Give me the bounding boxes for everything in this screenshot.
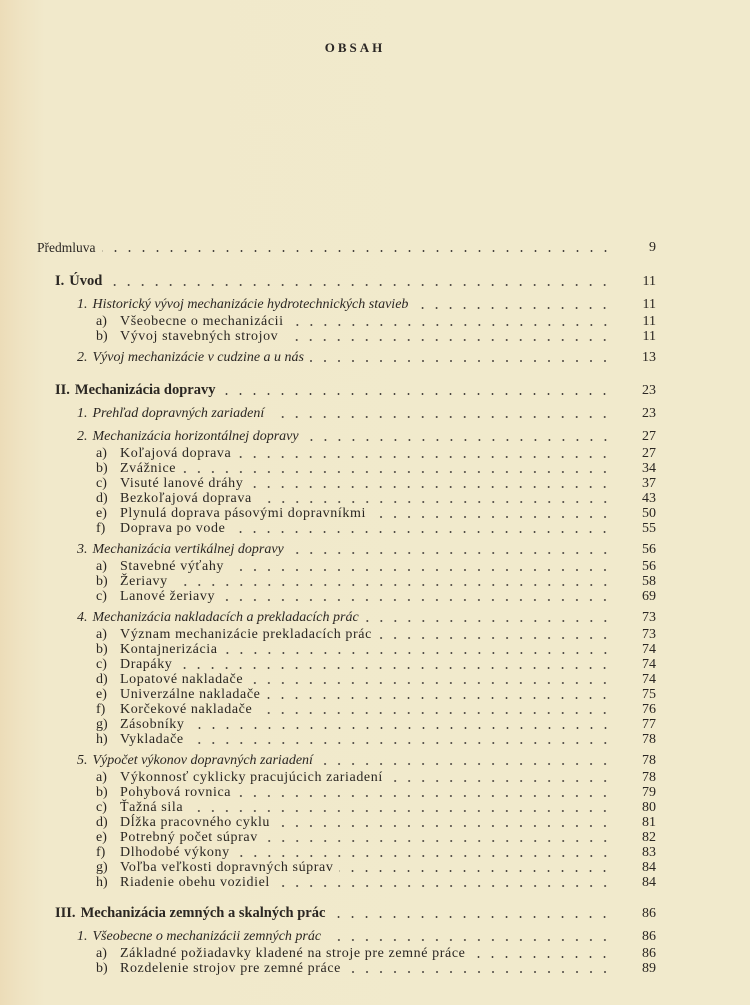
toc-page-number: 56 xyxy=(642,559,656,574)
dot-leader xyxy=(471,956,612,958)
toc-page-number: 86 xyxy=(642,929,656,944)
toc-page-number: 75 xyxy=(642,687,656,702)
toc-page-number: 11 xyxy=(642,274,656,289)
toc-entry-title xyxy=(96,800,183,815)
toc-entry-number: c) xyxy=(96,589,107,604)
dot-leader xyxy=(191,727,612,729)
toc-entry-label: Ťažná sila xyxy=(120,800,184,815)
toc-item-row xyxy=(96,574,656,589)
toc-entry-label: Kontajnerizácia xyxy=(120,642,218,657)
dot-leader xyxy=(178,667,612,669)
toc-entry-title xyxy=(77,610,359,625)
toc-entry-number: f) xyxy=(96,845,106,860)
dot-leader xyxy=(305,439,612,441)
toc-item-row xyxy=(96,446,656,461)
toc-entry-title xyxy=(96,875,270,890)
toc-part-row xyxy=(55,382,656,398)
toc-page-number: 27 xyxy=(642,446,656,461)
toc-entry-label: Voľba veľkosti dopravných súprav xyxy=(120,860,334,875)
toc-part-row xyxy=(55,905,656,921)
toc-page-number: 58 xyxy=(642,574,656,589)
toc-entry-number: I. xyxy=(55,273,65,289)
toc-item-row xyxy=(96,875,656,890)
toc-entry-number: 1. xyxy=(77,929,88,944)
toc-page-number: 37 xyxy=(642,476,656,491)
toc-page-number: 11 xyxy=(642,297,656,312)
toc-item-row xyxy=(96,642,656,657)
toc-entry-label: Vývoj stavebných strojov xyxy=(120,329,279,344)
toc-item-row xyxy=(96,461,656,476)
toc-item-row xyxy=(96,506,656,521)
toc-entry-title xyxy=(96,961,341,976)
toc-entry-number: III. xyxy=(55,905,76,921)
toc-page-number: 78 xyxy=(642,770,656,785)
dot-leader xyxy=(372,516,612,518)
toc-entry-label: Riadenie obehu vozidiel xyxy=(120,875,270,890)
toc-page-number: 73 xyxy=(642,627,656,642)
toc-item-row xyxy=(96,770,656,785)
toc-page-number: 11 xyxy=(642,314,656,329)
toc-entry-number: e) xyxy=(96,830,107,845)
toc-entry-title xyxy=(96,702,252,717)
toc-page-number: 23 xyxy=(642,383,656,398)
toc-item-row xyxy=(96,329,656,344)
toc-entry-title xyxy=(96,329,278,344)
toc-page-number: 23 xyxy=(642,406,656,421)
toc-entry-label: Lanové žeriavy xyxy=(120,589,216,604)
toc-entry-title xyxy=(96,657,172,672)
dot-leader xyxy=(276,825,612,827)
toc-page-number: 80 xyxy=(642,800,656,815)
toc-entry-label: Žeriavy xyxy=(120,574,168,589)
toc-entry-number: b) xyxy=(96,642,108,657)
dot-leader xyxy=(189,810,612,812)
toc-entry-title xyxy=(96,946,465,961)
toc-entry-title xyxy=(55,906,325,921)
dot-leader xyxy=(221,599,612,601)
toc-page-number: 77 xyxy=(642,717,656,732)
toc-item-row xyxy=(96,961,656,976)
dot-leader xyxy=(290,552,612,554)
toc-page-number: 82 xyxy=(642,830,656,845)
toc-page-number: 83 xyxy=(642,845,656,860)
toc-entry-number: d) xyxy=(96,672,108,687)
toc-entry-label: Plynulá doprava pásovými dopravníkmi xyxy=(120,506,366,521)
toc-entry-title xyxy=(96,476,243,491)
toc-entry-title xyxy=(96,506,366,521)
toc-page-number: 78 xyxy=(642,753,656,768)
toc-entry-number: b) xyxy=(96,329,108,344)
toc-entry-label: Potrebný počet súprav xyxy=(120,830,258,845)
toc-chapter-row xyxy=(77,350,656,365)
toc-item-row xyxy=(96,785,656,800)
toc-item-row xyxy=(96,717,656,732)
toc-item-row xyxy=(96,491,656,506)
toc-entry-number: a) xyxy=(96,559,107,574)
toc-entry-number: b) xyxy=(96,961,108,976)
toc-entry-label: Univerzálne nakladače xyxy=(120,687,261,702)
toc-entry-title xyxy=(96,785,231,800)
toc-entry-label: Drapáky xyxy=(120,657,173,672)
toc-entry-title xyxy=(96,845,230,860)
toc-entry-title xyxy=(77,753,313,768)
toc-entry-label: Mechanizácia nakladacích a prekladacích prác xyxy=(92,610,359,625)
toc-entry-number: e) xyxy=(96,506,107,521)
toc-entry-label: Zásobníky xyxy=(120,717,185,732)
toc-entry-label: Všeobecne o mechanizácii zemných prác xyxy=(92,929,322,944)
dot-leader xyxy=(365,620,612,622)
toc-item-row xyxy=(96,702,656,717)
toc-entry-number: 1. xyxy=(77,297,88,312)
toc-page-number: 79 xyxy=(642,785,656,800)
dot-leader xyxy=(327,939,612,941)
toc-entry-label: Doprava po vode xyxy=(120,521,226,536)
toc-entry-number: f) xyxy=(96,702,106,717)
toc-entry-number: f) xyxy=(96,521,106,536)
toc-entry-title xyxy=(96,687,260,702)
toc-item-row xyxy=(96,476,656,491)
toc-entry-label: Vývoj mechanizácie v cudzine a u nás xyxy=(92,350,304,365)
dot-leader xyxy=(231,531,612,533)
toc-item-row xyxy=(96,946,656,961)
toc-entry-number: b) xyxy=(96,574,108,589)
toc-entry-label: Mechanizácia zemných a skalných prác xyxy=(80,905,326,921)
toc-entry-title xyxy=(96,732,184,747)
toc-chapter-row xyxy=(77,610,656,625)
toc-entry-label: Mechanizácia dopravy xyxy=(74,382,216,398)
toc-entry-title xyxy=(96,672,243,687)
toc-page-number: 84 xyxy=(642,860,656,875)
toc-entry-label: Korčekové nakladače xyxy=(120,702,253,717)
dot-leader xyxy=(236,855,612,857)
toc-entry-title xyxy=(77,542,284,557)
toc-page-number: 74 xyxy=(642,642,656,657)
toc-entry-number: 1. xyxy=(77,406,88,421)
toc-entry-label: Úvod xyxy=(69,273,103,289)
dot-leader xyxy=(221,393,612,395)
dot-leader xyxy=(266,697,612,699)
toc-entry-number: a) xyxy=(96,314,107,329)
toc-page-number: 76 xyxy=(642,702,656,717)
dot-leader xyxy=(414,307,612,309)
toc-entry-number: c) xyxy=(96,476,107,491)
toc-entry-title xyxy=(96,770,383,785)
toc-entry-number: c) xyxy=(96,657,107,672)
toc-page-number: 81 xyxy=(642,815,656,830)
toc-item-row xyxy=(96,732,656,747)
toc-entry-number: c) xyxy=(96,800,107,815)
toc-entry-label: Koľajová doprava xyxy=(120,446,232,461)
toc-entry-number: h) xyxy=(96,732,108,747)
toc-entry-title xyxy=(96,559,224,574)
toc-entry-label: Stavebné výťahy xyxy=(120,559,225,574)
toc-page-number: 43 xyxy=(642,491,656,506)
toc-entry-title xyxy=(96,642,218,657)
toc-entry-title xyxy=(77,429,299,444)
toc-page-number: 84 xyxy=(642,875,656,890)
toc-page-number: 55 xyxy=(642,521,656,536)
toc-page-number: 50 xyxy=(642,506,656,521)
toc-item-row xyxy=(96,815,656,830)
toc-entry-label: Výkonnosť cyklicky pracujúcich zariadení xyxy=(120,770,383,785)
toc-chapter-row xyxy=(77,929,656,944)
toc-chapter-row xyxy=(77,542,656,557)
toc-entry-label: Visuté lanové dráhy xyxy=(120,476,244,491)
toc-entry-label: Zvážnice xyxy=(120,461,177,476)
dot-leader xyxy=(249,682,612,684)
toc-entry-label: Mechanizácia horizontálnej dopravy xyxy=(92,429,299,444)
toc-entry-label: Lopatové nakladače xyxy=(120,672,244,687)
toc-item-row xyxy=(96,314,656,329)
toc-page-number: 9 xyxy=(649,240,656,255)
dot-leader xyxy=(319,763,612,765)
toc-entry-label: Pohybová rovnica xyxy=(120,785,232,800)
toc-entry-label: Výpočet výkonov dopravných zariadení xyxy=(92,753,313,768)
toc-page-number: 86 xyxy=(642,946,656,961)
toc-page-number: 74 xyxy=(642,672,656,687)
dot-leader xyxy=(276,885,612,887)
toc-entry-title xyxy=(77,406,264,421)
toc-page-number: 27 xyxy=(642,429,656,444)
toc-entry-title xyxy=(96,521,225,536)
toc-entry-title xyxy=(96,627,372,642)
toc-entry-number: g) xyxy=(96,860,108,875)
toc-page-number: 69 xyxy=(642,589,656,604)
toc-entry-number: 2. xyxy=(77,350,88,365)
toc-item-row xyxy=(96,521,656,536)
dot-leader xyxy=(270,416,612,418)
toc-chapter-row xyxy=(77,753,656,768)
toc-page-number: 34 xyxy=(642,461,656,476)
toc-entry-number: 3. xyxy=(77,542,88,557)
toc-item-row xyxy=(96,830,656,845)
toc-entry-title xyxy=(77,350,304,365)
toc-entry-title xyxy=(96,491,252,506)
toc-item-row xyxy=(96,672,656,687)
dot-leader xyxy=(182,471,612,473)
toc-entry-label: Dĺžka pracovného cyklu xyxy=(120,815,271,830)
dot-leader xyxy=(284,339,612,341)
toc-entry-label: Vykladače xyxy=(120,732,184,747)
toc-page-number: 73 xyxy=(642,610,656,625)
toc-item-row xyxy=(96,657,656,672)
toc-entry-label: Základné požiadavky kladené na stroje pre zemné práce xyxy=(120,946,466,961)
toc-entry-label: Všeobecne o mechanizácii xyxy=(120,314,284,329)
dot-leader xyxy=(258,501,612,503)
dot-leader xyxy=(237,795,612,797)
toc-entry-label: Mechanizácia vertikálnej dopravy xyxy=(92,542,284,557)
dot-leader xyxy=(224,652,612,654)
dot-leader xyxy=(378,637,612,639)
toc-page-number: 11 xyxy=(642,329,656,344)
toc-entry-number: 4. xyxy=(77,610,88,625)
toc-entry-title xyxy=(96,815,270,830)
dot-leader xyxy=(102,250,613,252)
toc-entry-title xyxy=(77,297,408,312)
dot-leader xyxy=(174,584,612,586)
toc-item-row xyxy=(96,559,656,574)
toc-entry-title xyxy=(96,446,231,461)
toc-item-row xyxy=(96,860,656,875)
toc-entry-label: Bezkoľajová doprava xyxy=(120,491,252,506)
toc-entry-title xyxy=(96,574,168,589)
toc-entry-number: 5. xyxy=(77,753,88,768)
toc-entry-title xyxy=(55,383,215,398)
dot-leader xyxy=(108,284,612,286)
toc-entry-number: a) xyxy=(96,627,107,642)
toc-item-row xyxy=(96,800,656,815)
toc-page-number: 13 xyxy=(642,350,656,365)
toc-item-row xyxy=(96,687,656,702)
toc-entry-number: b) xyxy=(96,785,108,800)
toc-item-row xyxy=(96,589,656,604)
dot-leader xyxy=(389,780,612,782)
toc-part-row xyxy=(55,273,656,289)
toc-page-number: 78 xyxy=(642,732,656,747)
dot-leader xyxy=(237,456,612,458)
toc-chapter-row xyxy=(77,429,656,444)
toc-entry-label: Význam mechanizácie prekladacích prác xyxy=(120,627,372,642)
toc-entry-label: Prehľad dopravných zariadení xyxy=(92,406,265,421)
toc-entry-number: g) xyxy=(96,717,108,732)
toc-foreword-row xyxy=(37,240,656,255)
toc-entry-label: Dlhodobé výkony xyxy=(120,845,230,860)
toc-entry-number: d) xyxy=(96,491,108,506)
toc-entry-number: h) xyxy=(96,875,108,890)
dot-leader xyxy=(290,324,612,326)
dot-leader xyxy=(190,742,612,744)
dot-leader xyxy=(339,870,612,872)
toc-page-number: 74 xyxy=(642,657,656,672)
dot-leader xyxy=(258,712,612,714)
toc-page-number: 89 xyxy=(642,961,656,976)
toc-entry-title xyxy=(77,929,321,944)
dot-leader xyxy=(264,840,612,842)
dot-leader xyxy=(249,486,612,488)
toc-entry-number: a) xyxy=(96,770,107,785)
toc-entry-number: d) xyxy=(96,815,108,830)
toc-entry-title xyxy=(37,240,96,255)
dot-leader xyxy=(331,916,612,918)
dot-leader xyxy=(310,360,612,362)
toc-entry-title xyxy=(55,274,102,289)
toc-entry-number: 2. xyxy=(77,429,88,444)
toc-entry-number: a) xyxy=(96,946,107,961)
toc-entry-title xyxy=(96,860,333,875)
toc-entry-label: Rozdelenie strojov pre zemné práce xyxy=(120,961,341,976)
toc-entry-title xyxy=(96,314,284,329)
toc-entry-title xyxy=(96,461,176,476)
toc-entry-title xyxy=(96,717,185,732)
toc-entry-number: II. xyxy=(55,382,70,398)
toc-page-number: 56 xyxy=(642,542,656,557)
toc-chapter-row xyxy=(77,297,656,312)
toc-entry-label: Historický vývoj mechanizácie hydrotechnických stavieb xyxy=(92,297,409,312)
toc-entry-title xyxy=(96,830,258,845)
toc-item-row xyxy=(96,627,656,642)
dot-leader xyxy=(347,971,612,973)
page-title: OBSAH xyxy=(324,40,386,55)
toc-entry-title xyxy=(96,589,215,604)
toc-entry-number: b) xyxy=(96,461,108,476)
toc-entry-number: a) xyxy=(96,446,107,461)
toc-chapter-row xyxy=(77,406,656,421)
toc-entry-number: e) xyxy=(96,687,107,702)
toc-page-number: 86 xyxy=(642,906,656,921)
toc-entry-label: Předmluva xyxy=(37,240,96,255)
dot-leader xyxy=(230,569,612,571)
toc-item-row xyxy=(96,845,656,860)
